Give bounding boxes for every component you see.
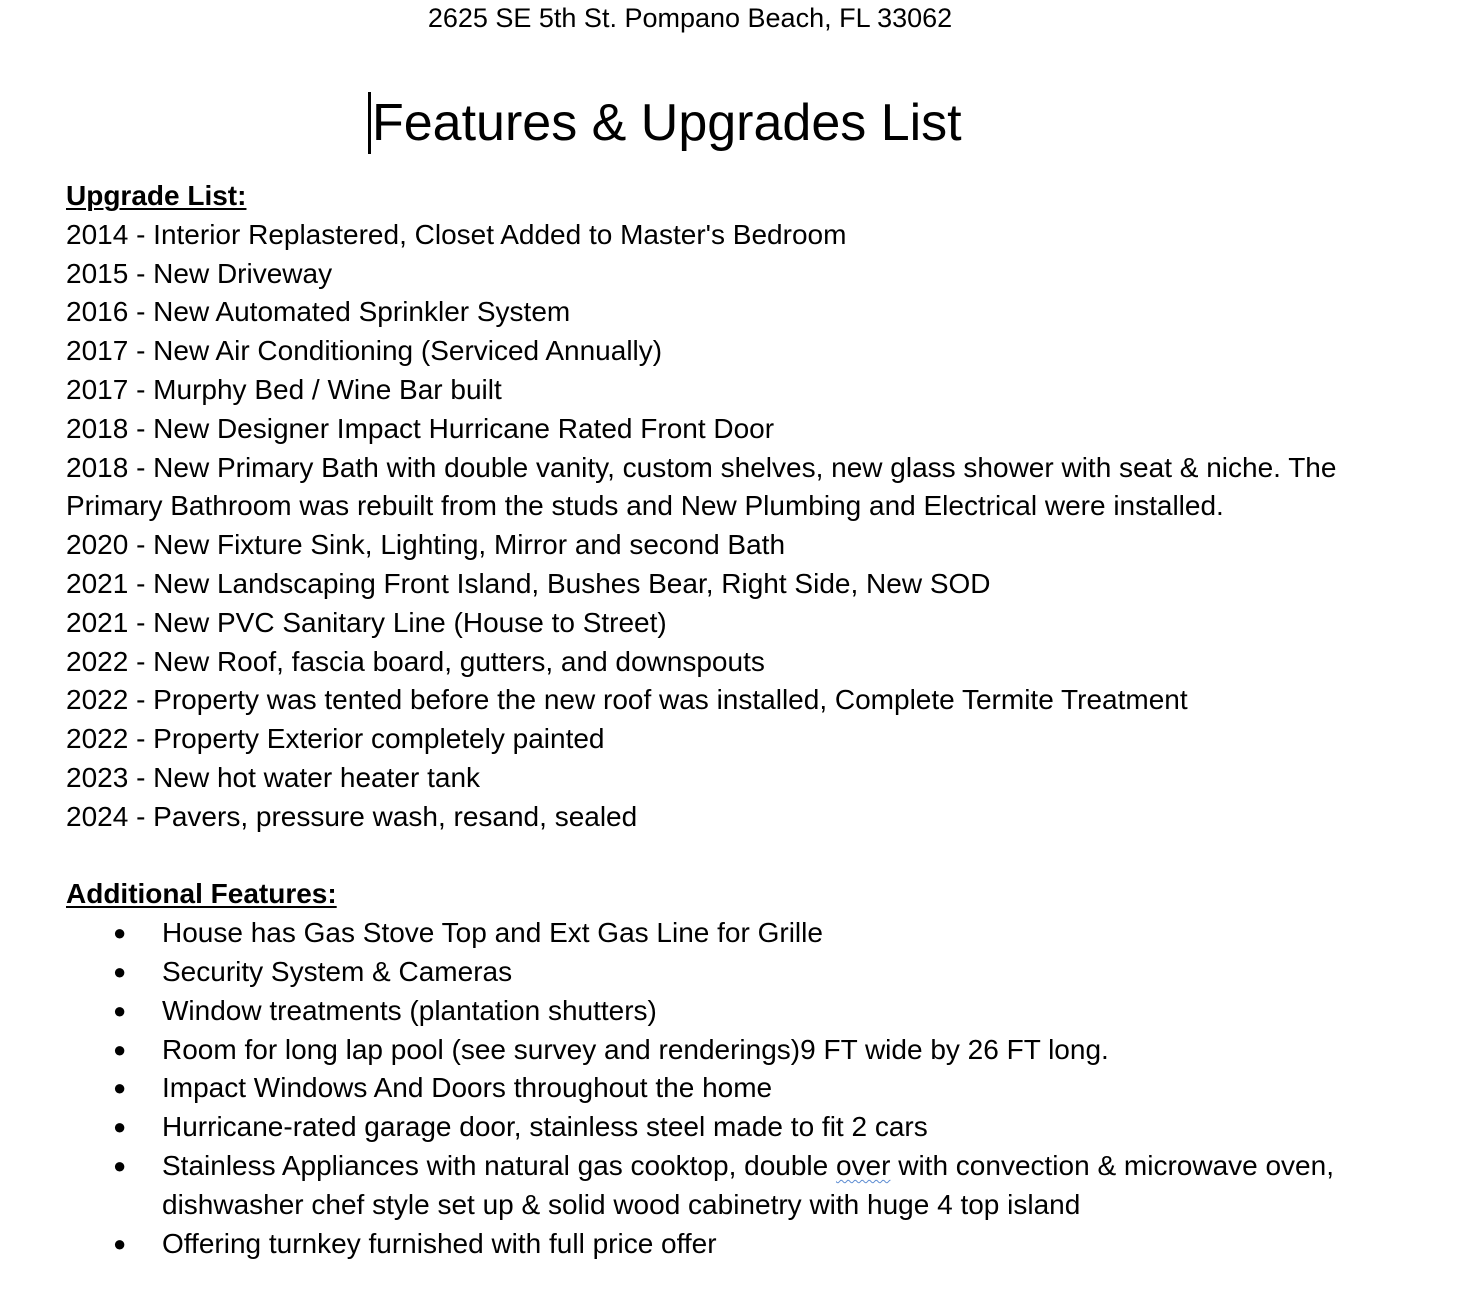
upgrade-item: 2016 - New Automated Sprinkler System [66, 296, 571, 328]
bullet-icon: ● [113, 1075, 127, 1101]
upgrade-item: 2018 - New Designer Impact Hurricane Rated Front Door [66, 412, 775, 444]
upgrade-list [66, 216, 1416, 837]
upgrade-item: 2021 - New PVC Sanitary Line (House to Street) [66, 606, 667, 638]
feature-text-end: with convection & microwave oven, dishwasher chef style set up & solid wood cabinetry with huge 4 top island [162, 1149, 1334, 1220]
bullet-icon: ● [113, 920, 127, 946]
document-body[interactable] [66, 177, 1416, 1263]
bullet-icon: ● [113, 997, 127, 1023]
upgrade-item: 2022 - Property Exterior completely painted [66, 723, 605, 755]
upgrade-item: 2021 - New Landscaping Front Island, Bushes Bear, Right Side, New SOD [66, 567, 991, 599]
upgrade-item: 2018 - New Primary Bath with double vanity, custom shelves, new glass shower with seat & niche. The Primary Bathroom was rebuilt from the studs and New Plumbing and Electrical were installed. [66, 451, 1337, 522]
feature-item [66, 1069, 1416, 1108]
upgrade-item: 2022 - New Roof, fascia board, gutters, and downspouts [66, 645, 765, 677]
feature-item [66, 953, 1416, 992]
bullet-icon: ● [113, 1036, 127, 1062]
text-cursor [368, 92, 371, 154]
feature-text: Offering turnkey furnished with full price offer [162, 1227, 717, 1259]
feature-text: Window treatments (plantation shutters) [162, 994, 657, 1026]
spellcheck-flagged-word[interactable]: over [835, 1149, 891, 1181]
upgrade-item: 2023 - New hot water heater tank [66, 761, 481, 793]
title-row[interactable] [368, 90, 962, 156]
feature-text: Room for long lap pool (see survey and renderings)9 FT wide by 26 FT long. [162, 1033, 1109, 1065]
feature-text-start: Stainless Appliances with natural gas cooktop, double [162, 1149, 836, 1181]
feature-text: Hurricane-rated garage door, stainless steel made to fit 2 cars [162, 1111, 928, 1143]
feature-text: Security System & Cameras [162, 955, 513, 987]
upgrade-item: 2017 - New Air Conditioning (Serviced Annually) [66, 335, 663, 367]
feature-text: Impact Windows And Doors throughout the home [162, 1072, 773, 1104]
upgrade-item: 2022 - Property was tented before the new roof was installed, Complete Termite Treatment [66, 684, 1188, 716]
feature-item [66, 992, 1416, 1031]
feature-text: House has Gas Stove Top and Ext Gas Line for Grille [162, 917, 823, 949]
bullet-icon: ● [113, 1230, 127, 1256]
property-address: 2625 SE 5th St. Pompano Beach, FL 33062 [427, 3, 953, 33]
document-title: Features & Upgrades List [372, 94, 962, 152]
feature-item-appliances [66, 1147, 1416, 1225]
bullet-icon: ● [113, 1152, 127, 1178]
feature-item [66, 914, 1416, 953]
upgrade-item: 2015 - New Driveway [66, 257, 333, 289]
bullet-icon: ● [113, 1114, 127, 1140]
features-list [66, 914, 1416, 1263]
additional-features-heading: Additional Features: [66, 878, 337, 910]
blank-line [66, 837, 1416, 876]
upgrade-item: 2014 - Interior Replastered, Closet Added to Master's Bedroom [66, 218, 847, 250]
upgrade-item: 2024 - Pavers, pressure wash, resand, sealed [66, 800, 638, 832]
upgrade-list-heading: Upgrade List: [66, 180, 247, 211]
bullet-icon: ● [113, 958, 127, 984]
feature-item [66, 1225, 1416, 1264]
feature-item [66, 1108, 1416, 1147]
upgrade-item: 2017 - Murphy Bed / Wine Bar built [66, 373, 502, 405]
upgrade-item: 2020 - New Fixture Sink, Lighting, Mirror and second Bath [66, 529, 786, 561]
feature-item [66, 1031, 1416, 1070]
